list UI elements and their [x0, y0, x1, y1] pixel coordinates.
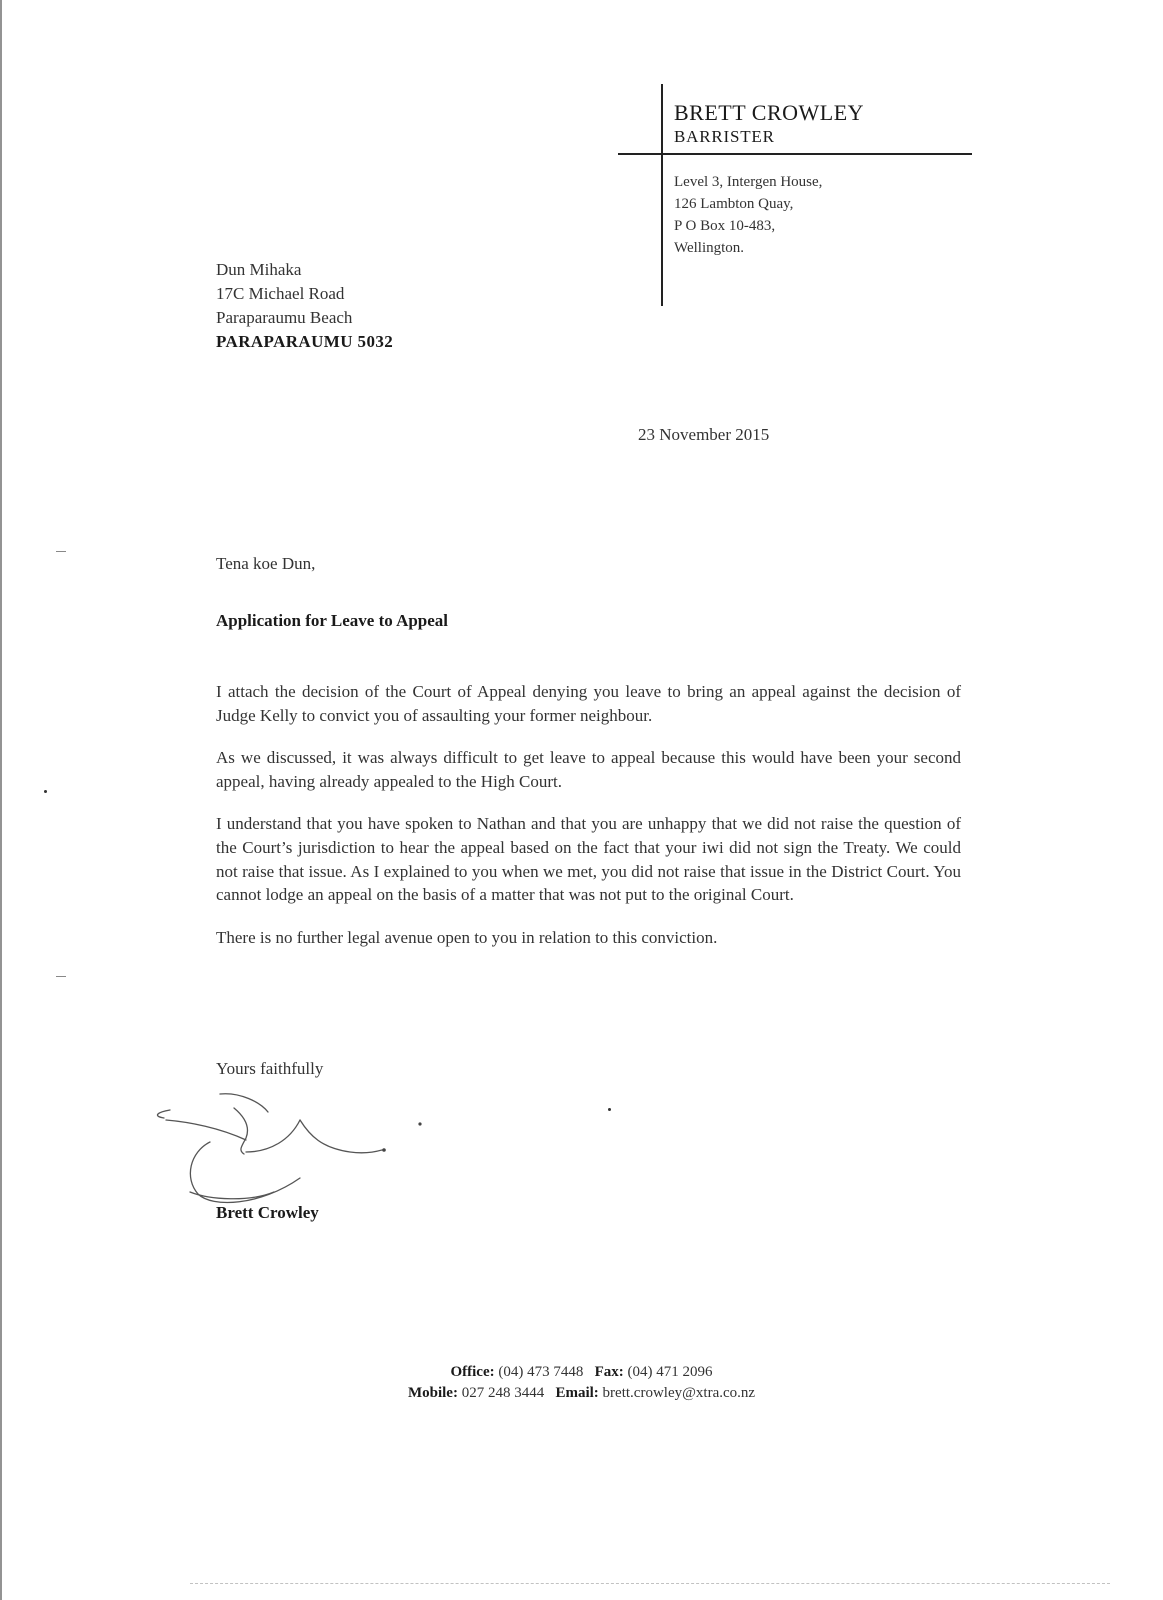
letterhead-horizontal-rule	[618, 153, 972, 155]
scan-mark	[56, 551, 66, 552]
closing: Yours faithfully	[216, 1059, 324, 1078]
footer-row-office	[0, 1362, 1163, 1383]
body-paragraph: As we discussed, it was always difficult to get leave to appeal because this would have been your second appeal, having already appealed to the High Court.	[216, 748, 961, 791]
subject-heading: Application for Leave to Appeal	[216, 611, 449, 630]
footer-row-mobile	[0, 1383, 1163, 1404]
signer-name: Brett Crowley	[216, 1203, 319, 1222]
fax-label: Fax:	[594, 1364, 624, 1380]
recipient-city: PARAPARAUMU 5032	[216, 332, 394, 351]
letter-date: 23 November 2015	[638, 425, 770, 444]
recipient-address	[216, 258, 393, 354]
body-paragraph: There is no further legal avenue open to you in relation to this conviction.	[216, 927, 718, 947]
body-paragraph: I understand that you have spoken to Nathan and that you are unhappy that we did not raise the question of the Court’s jurisdiction to hear the appeal based on the fact that your iwi did not sign the Treaty. We could not raise that issue. As I explained to you when we met, you did not raise that issue in the District Court. You cannot lodge an appeal on the basis of a matter that was not put to the original Court.	[216, 814, 961, 905]
recipient-line: Dun Mihaka	[216, 260, 302, 279]
letterhead-vertical-rule	[661, 84, 663, 306]
email-address: brett.crowley@xtra.co.nz	[602, 1385, 756, 1401]
scan-mark	[56, 976, 66, 977]
body-paragraph: I attach the decision of the Court of Appeal denying you leave to bring an appeal against the decision of Judge Kelly to convict you of assaulting your former neighbour.	[216, 682, 961, 725]
letterhead-address	[674, 171, 822, 259]
letterhead-role: BARRISTER	[674, 127, 775, 146]
address-line: P O Box 10-483,	[674, 218, 776, 234]
mobile-label: Mobile:	[407, 1385, 458, 1401]
scan-bottom-edge	[190, 1583, 1110, 1587]
mobile-number: 027 248 3444	[461, 1385, 545, 1401]
signature-icon	[150, 1082, 430, 1212]
scan-edge	[0, 0, 2, 1600]
email-label: Email:	[555, 1385, 599, 1401]
fax-number: (04) 471 2096	[627, 1364, 713, 1380]
address-line: 126 Lambton Quay,	[674, 196, 794, 212]
footer-contact	[0, 1362, 1163, 1404]
salutation: Tena koe Dun,	[216, 554, 316, 573]
address-line: Wellington.	[674, 240, 745, 256]
letterhead	[618, 84, 972, 306]
address-line: Level 3, Intergen House,	[674, 174, 823, 190]
speck	[608, 1108, 611, 1111]
office-label: Office:	[450, 1364, 495, 1380]
office-phone: (04) 473 7448	[498, 1364, 584, 1380]
letter-body	[216, 680, 961, 968]
recipient-line: Paraparaumu Beach	[216, 308, 353, 327]
speck	[44, 790, 47, 793]
letterhead-name: BRETT CROWLEY	[674, 100, 865, 125]
recipient-line: 17C Michael Road	[216, 284, 345, 303]
